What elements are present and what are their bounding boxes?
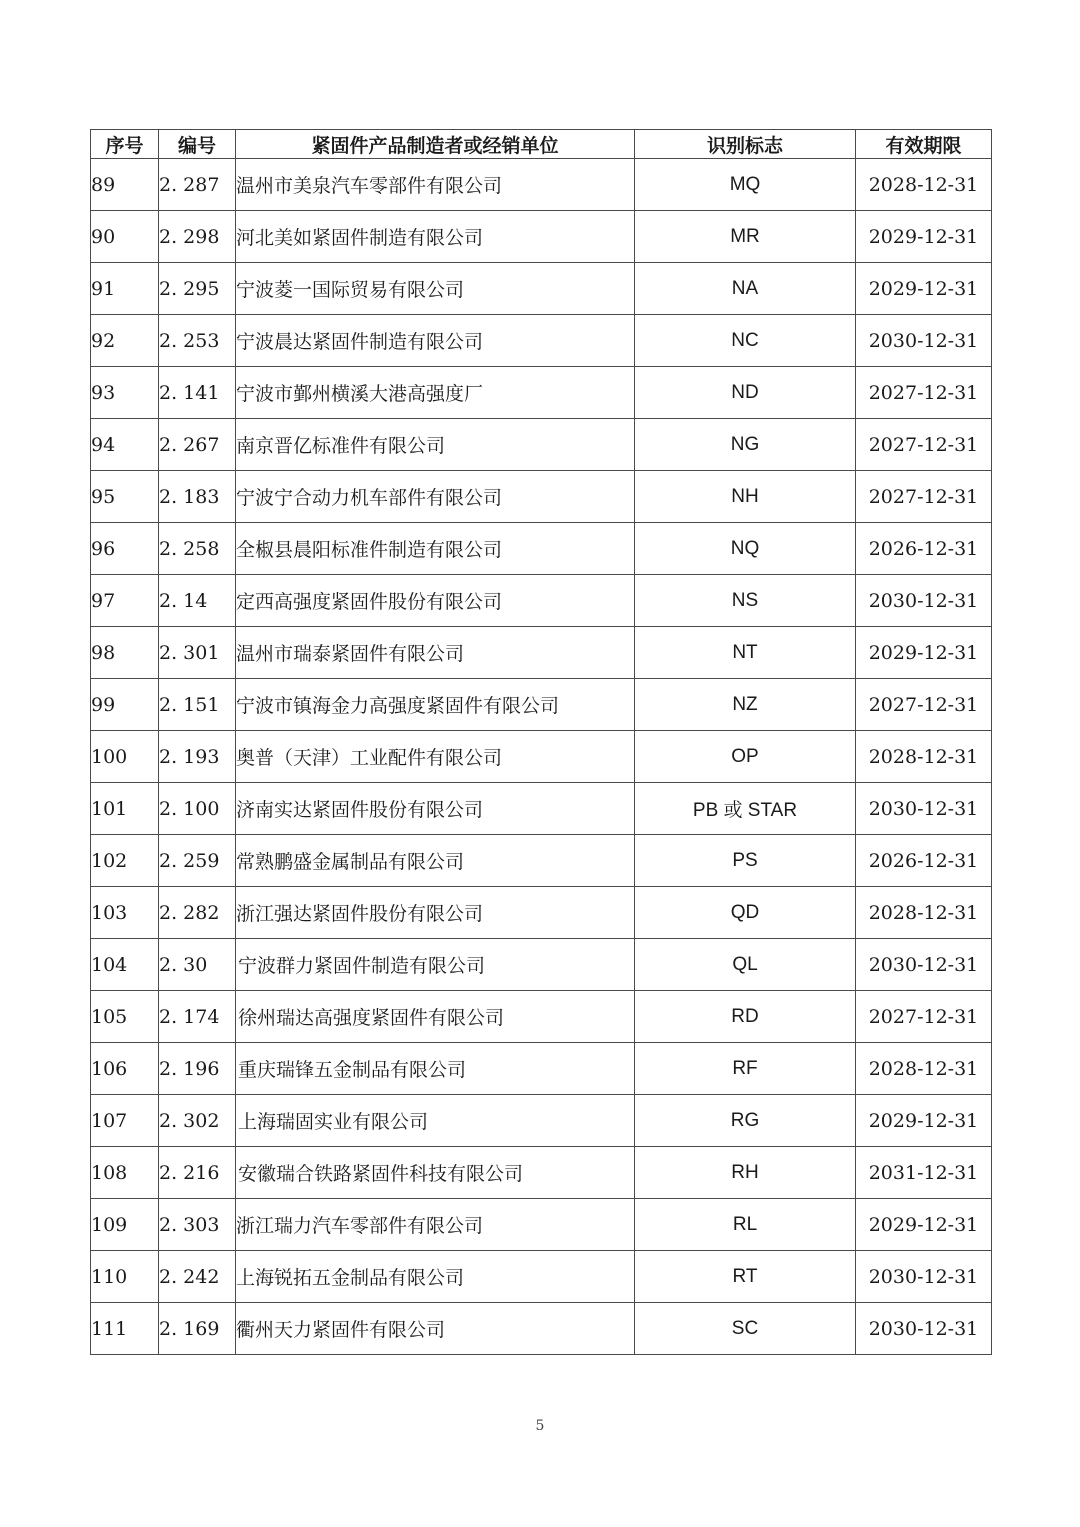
cell-expiry: 2030-12-31 — [856, 1303, 992, 1355]
cell-mark: RG — [635, 1095, 856, 1147]
cell-mark: NZ — [635, 679, 856, 731]
cell-expiry: 2029-12-31 — [856, 211, 992, 263]
cell-org: 全椒县晨阳标准件制造有限公司 — [236, 523, 635, 575]
cell-expiry: 2029-12-31 — [856, 1095, 992, 1147]
cell-expiry: 2028-12-31 — [856, 1043, 992, 1095]
cell-mark: QL — [635, 939, 856, 991]
cell-org: 宁波群力紧固件制造有限公司 — [236, 939, 635, 991]
cell-mark: ND — [635, 367, 856, 419]
cell-num: 2. 151 — [159, 679, 236, 731]
cell-seq: 89 — [91, 159, 159, 211]
table-header-row — [91, 130, 992, 159]
cell-org: 浙江瑞力汽车零部件有限公司 — [236, 1199, 635, 1251]
table-row — [91, 523, 992, 575]
cell-org: 河北美如紧固件制造有限公司 — [236, 211, 635, 263]
cell-seq: 97 — [91, 575, 159, 627]
cell-seq: 99 — [91, 679, 159, 731]
cell-expiry: 2028-12-31 — [856, 731, 992, 783]
table-row — [91, 263, 992, 315]
cell-num: 2. 30 — [159, 939, 236, 991]
cell-expiry: 2030-12-31 — [856, 1251, 992, 1303]
table-row — [91, 159, 992, 211]
cell-seq: 92 — [91, 315, 159, 367]
cell-num: 2. 302 — [159, 1095, 236, 1147]
cell-org: 温州市美泉汽车零部件有限公司 — [236, 159, 635, 211]
cell-mark: RL — [635, 1199, 856, 1251]
table-row — [91, 627, 992, 679]
cell-org: 安徽瑞合铁路紧固件科技有限公司 — [236, 1147, 635, 1199]
table-row — [91, 211, 992, 263]
cell-num: 2. 14 — [159, 575, 236, 627]
cell-mark: RT — [635, 1251, 856, 1303]
cell-org: 衢州天力紧固件有限公司 — [236, 1303, 635, 1355]
header-mark: 识别标志 — [635, 130, 856, 159]
cell-num: 2. 301 — [159, 627, 236, 679]
cell-mark: NC — [635, 315, 856, 367]
header-org: 紧固件产品制造者或经销单位 — [236, 130, 635, 159]
cell-org: 宁波宁合动力机车部件有限公司 — [236, 471, 635, 523]
cell-seq: 98 — [91, 627, 159, 679]
cell-num: 2. 242 — [159, 1251, 236, 1303]
cell-org: 上海瑞固实业有限公司 — [236, 1095, 635, 1147]
cell-num: 2. 287 — [159, 159, 236, 211]
cell-expiry: 2029-12-31 — [856, 627, 992, 679]
cell-seq: 106 — [91, 1043, 159, 1095]
fastener-registry-table — [90, 129, 992, 1355]
cell-expiry: 2030-12-31 — [856, 783, 992, 835]
header-expiry: 有效期限 — [856, 130, 992, 159]
cell-expiry: 2027-12-31 — [856, 419, 992, 471]
cell-seq: 110 — [91, 1251, 159, 1303]
cell-mark: PS — [635, 835, 856, 887]
table-row — [91, 835, 992, 887]
table-row — [91, 1199, 992, 1251]
cell-expiry: 2027-12-31 — [856, 991, 992, 1043]
table-row — [91, 1251, 992, 1303]
cell-mark: MR — [635, 211, 856, 263]
cell-org: 温州市瑞泰紧固件有限公司 — [236, 627, 635, 679]
cell-num: 2. 193 — [159, 731, 236, 783]
cell-org: 济南实达紧固件股份有限公司 — [236, 783, 635, 835]
cell-num: 2. 253 — [159, 315, 236, 367]
cell-mark: RH — [635, 1147, 856, 1199]
header-num: 编号 — [159, 130, 236, 159]
cell-num: 2. 259 — [159, 835, 236, 887]
cell-org: 定西高强度紧固件股份有限公司 — [236, 575, 635, 627]
cell-mark: NH — [635, 471, 856, 523]
cell-num: 2. 303 — [159, 1199, 236, 1251]
table-row — [91, 991, 992, 1043]
cell-mark: RD — [635, 991, 856, 1043]
cell-seq: 105 — [91, 991, 159, 1043]
cell-num: 2. 174 — [159, 991, 236, 1043]
cell-expiry: 2031-12-31 — [856, 1147, 992, 1199]
cell-org: 浙江强达紧固件股份有限公司 — [236, 887, 635, 939]
cell-seq: 100 — [91, 731, 159, 783]
cell-mark: RF — [635, 1043, 856, 1095]
cell-org: 宁波菱一国际贸易有限公司 — [236, 263, 635, 315]
cell-num: 2. 169 — [159, 1303, 236, 1355]
cell-mark: OP — [635, 731, 856, 783]
table-row — [91, 679, 992, 731]
cell-org: 徐州瑞达高强度紧固件有限公司 — [236, 991, 635, 1043]
cell-num: 2. 141 — [159, 367, 236, 419]
cell-org: 宁波市鄞州横溪大港高强度厂 — [236, 367, 635, 419]
header-seq: 序号 — [91, 130, 159, 159]
cell-mark: QD — [635, 887, 856, 939]
cell-expiry: 2030-12-31 — [856, 939, 992, 991]
table-row — [91, 887, 992, 939]
cell-org: 重庆瑞锋五金制品有限公司 — [236, 1043, 635, 1095]
cell-mark: NS — [635, 575, 856, 627]
cell-seq: 91 — [91, 263, 159, 315]
cell-num: 2. 298 — [159, 211, 236, 263]
cell-org: 宁波市镇海金力高强度紧固件有限公司 — [236, 679, 635, 731]
table-row — [91, 1147, 992, 1199]
table-row — [91, 1043, 992, 1095]
cell-seq: 102 — [91, 835, 159, 887]
cell-seq: 111 — [91, 1303, 159, 1355]
cell-expiry: 2027-12-31 — [856, 367, 992, 419]
table-row — [91, 939, 992, 991]
cell-num: 2. 100 — [159, 783, 236, 835]
cell-num: 2. 258 — [159, 523, 236, 575]
cell-expiry: 2030-12-31 — [856, 575, 992, 627]
table-row — [91, 575, 992, 627]
cell-seq: 103 — [91, 887, 159, 939]
page-number: 5 — [535, 1418, 545, 1434]
cell-expiry: 2030-12-31 — [856, 315, 992, 367]
cell-mark: MQ — [635, 159, 856, 211]
cell-seq: 96 — [91, 523, 159, 575]
cell-expiry: 2027-12-31 — [856, 679, 992, 731]
table-row — [91, 1303, 992, 1355]
cell-org: 宁波晨达紧固件制造有限公司 — [236, 315, 635, 367]
cell-mark: PB 或 STAR — [635, 783, 856, 835]
cell-seq: 108 — [91, 1147, 159, 1199]
table-row — [91, 315, 992, 367]
table-row — [91, 471, 992, 523]
cell-seq: 107 — [91, 1095, 159, 1147]
cell-seq: 109 — [91, 1199, 159, 1251]
table-row — [91, 1095, 992, 1147]
cell-expiry: 2028-12-31 — [856, 159, 992, 211]
cell-seq: 104 — [91, 939, 159, 991]
cell-seq: 101 — [91, 783, 159, 835]
cell-seq: 90 — [91, 211, 159, 263]
cell-mark: NT — [635, 627, 856, 679]
cell-expiry: 2026-12-31 — [856, 523, 992, 575]
cell-mark: NQ — [635, 523, 856, 575]
cell-org: 上海锐拓五金制品有限公司 — [236, 1251, 635, 1303]
cell-org: 奥普（天津）工业配件有限公司 — [236, 731, 635, 783]
cell-seq: 95 — [91, 471, 159, 523]
cell-seq: 94 — [91, 419, 159, 471]
cell-expiry: 2027-12-31 — [856, 471, 992, 523]
cell-num: 2. 295 — [159, 263, 236, 315]
cell-mark: NG — [635, 419, 856, 471]
cell-org: 常熟鹏盛金属制品有限公司 — [236, 835, 635, 887]
cell-mark: SC — [635, 1303, 856, 1355]
cell-expiry: 2028-12-31 — [856, 887, 992, 939]
table-row — [91, 419, 992, 471]
table-row — [91, 367, 992, 419]
cell-expiry: 2029-12-31 — [856, 1199, 992, 1251]
cell-num: 2. 267 — [159, 419, 236, 471]
table-row — [91, 731, 992, 783]
cell-num: 2. 196 — [159, 1043, 236, 1095]
cell-num: 2. 216 — [159, 1147, 236, 1199]
cell-expiry: 2026-12-31 — [856, 835, 992, 887]
table-row — [91, 783, 992, 835]
cell-org: 南京晋亿标准件有限公司 — [236, 419, 635, 471]
cell-num: 2. 282 — [159, 887, 236, 939]
cell-num: 2. 183 — [159, 471, 236, 523]
cell-mark: NA — [635, 263, 856, 315]
cell-expiry: 2029-12-31 — [856, 263, 992, 315]
cell-seq: 93 — [91, 367, 159, 419]
